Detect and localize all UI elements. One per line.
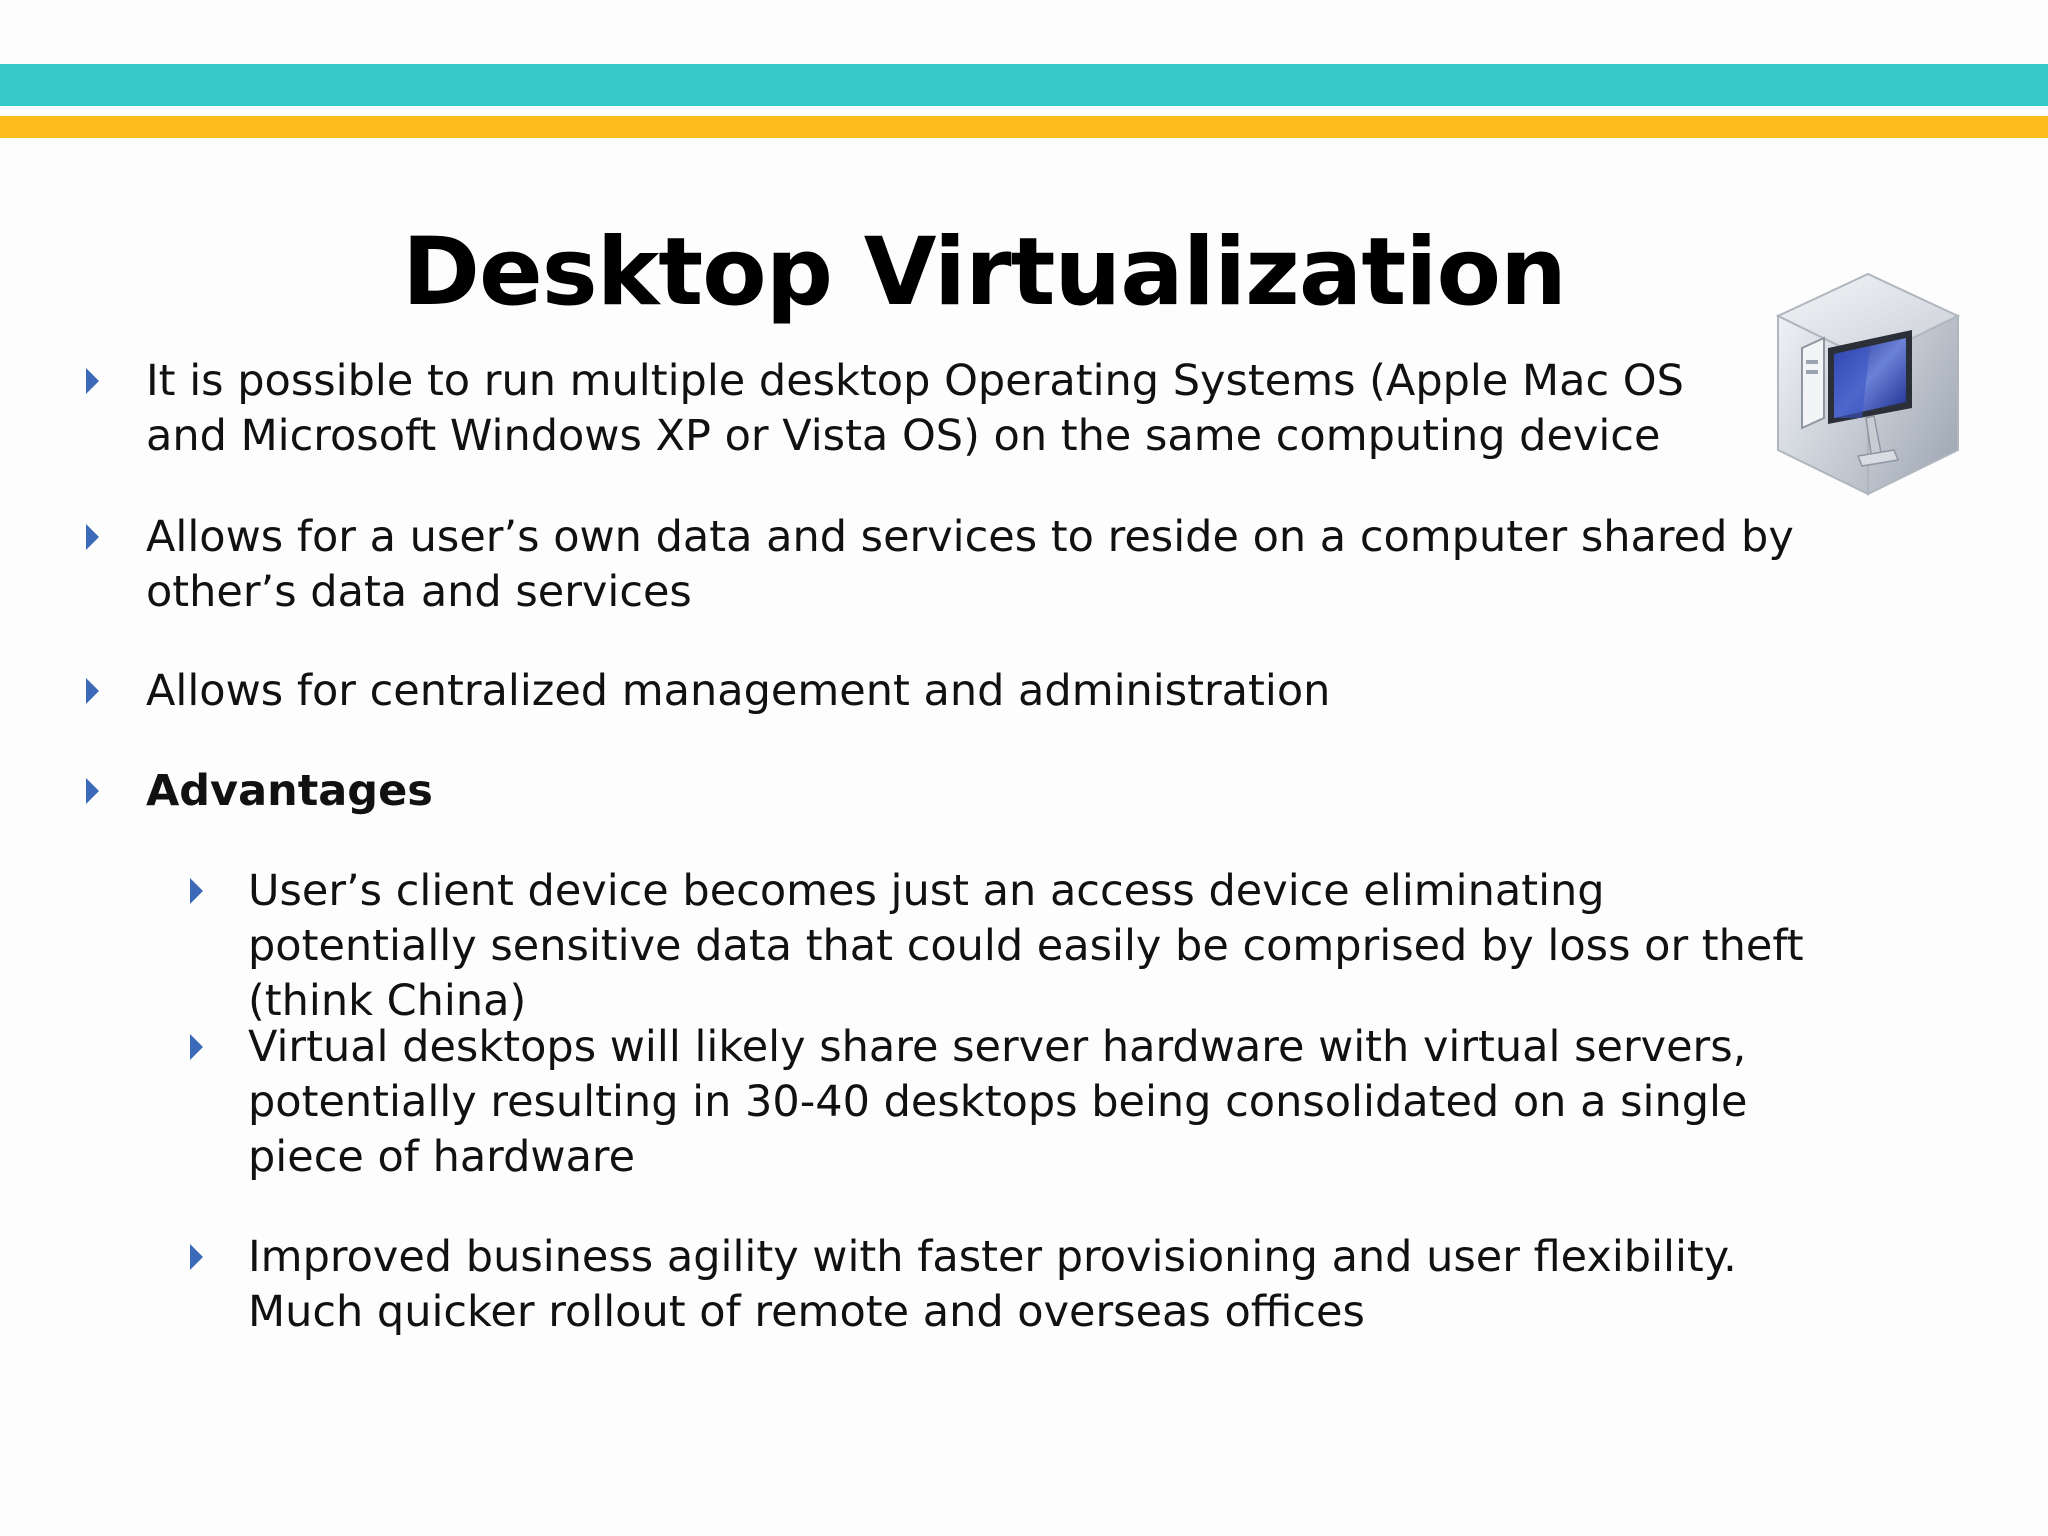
sub-bullet-text: Improved business agility with faster provisioning and user flexibility. Much quicker rollout of remote and overseas offices — [248, 1232, 1737, 1337]
bullet-heading-advantages: Advantages — [146, 766, 433, 816]
bullet-arrow-icon — [86, 778, 99, 804]
bullet-arrow-icon — [190, 878, 203, 904]
header-teal-band — [0, 64, 2048, 106]
bullet-arrow-icon — [86, 368, 99, 394]
bullet-arrow-icon — [190, 1244, 203, 1270]
list-item — [86, 510, 1806, 620]
bullet-text: Allows for centralized management and administration — [146, 666, 1331, 716]
sub-list-item — [190, 1020, 1830, 1185]
bullet-arrow-icon — [86, 524, 99, 550]
virtual-desktop-cube-icon — [1762, 268, 1974, 508]
list-item — [86, 354, 1746, 464]
bullet-text: It is possible to run multiple desktop Operating Systems (Apple Mac OS and Microsoft Windows XP or Vista OS) on the same computing device — [146, 356, 1684, 461]
bullet-arrow-icon — [190, 1034, 203, 1060]
sub-list-item — [190, 864, 1830, 1029]
header-yellow-band — [0, 116, 2048, 138]
list-item — [86, 664, 1806, 719]
bullet-text: Allows for a user’s own data and services to reside on a computer shared by other’s data and services — [146, 512, 1794, 617]
sub-list-item — [190, 1230, 1790, 1340]
slide-title: Desktop Virtualization — [402, 218, 1566, 327]
sub-bullet-text: Virtual desktops will likely share server hardware with virtual servers, potentially resulting in 30-40 desktops being consolidated on a single piece of hardware — [248, 1022, 1748, 1182]
list-item — [86, 764, 1806, 819]
bullet-arrow-icon — [86, 678, 99, 704]
sub-bullet-text: User’s client device becomes just an access device eliminating potentially sensitive data that could easily be comprised by loss or theft (think China) — [248, 866, 1804, 1026]
